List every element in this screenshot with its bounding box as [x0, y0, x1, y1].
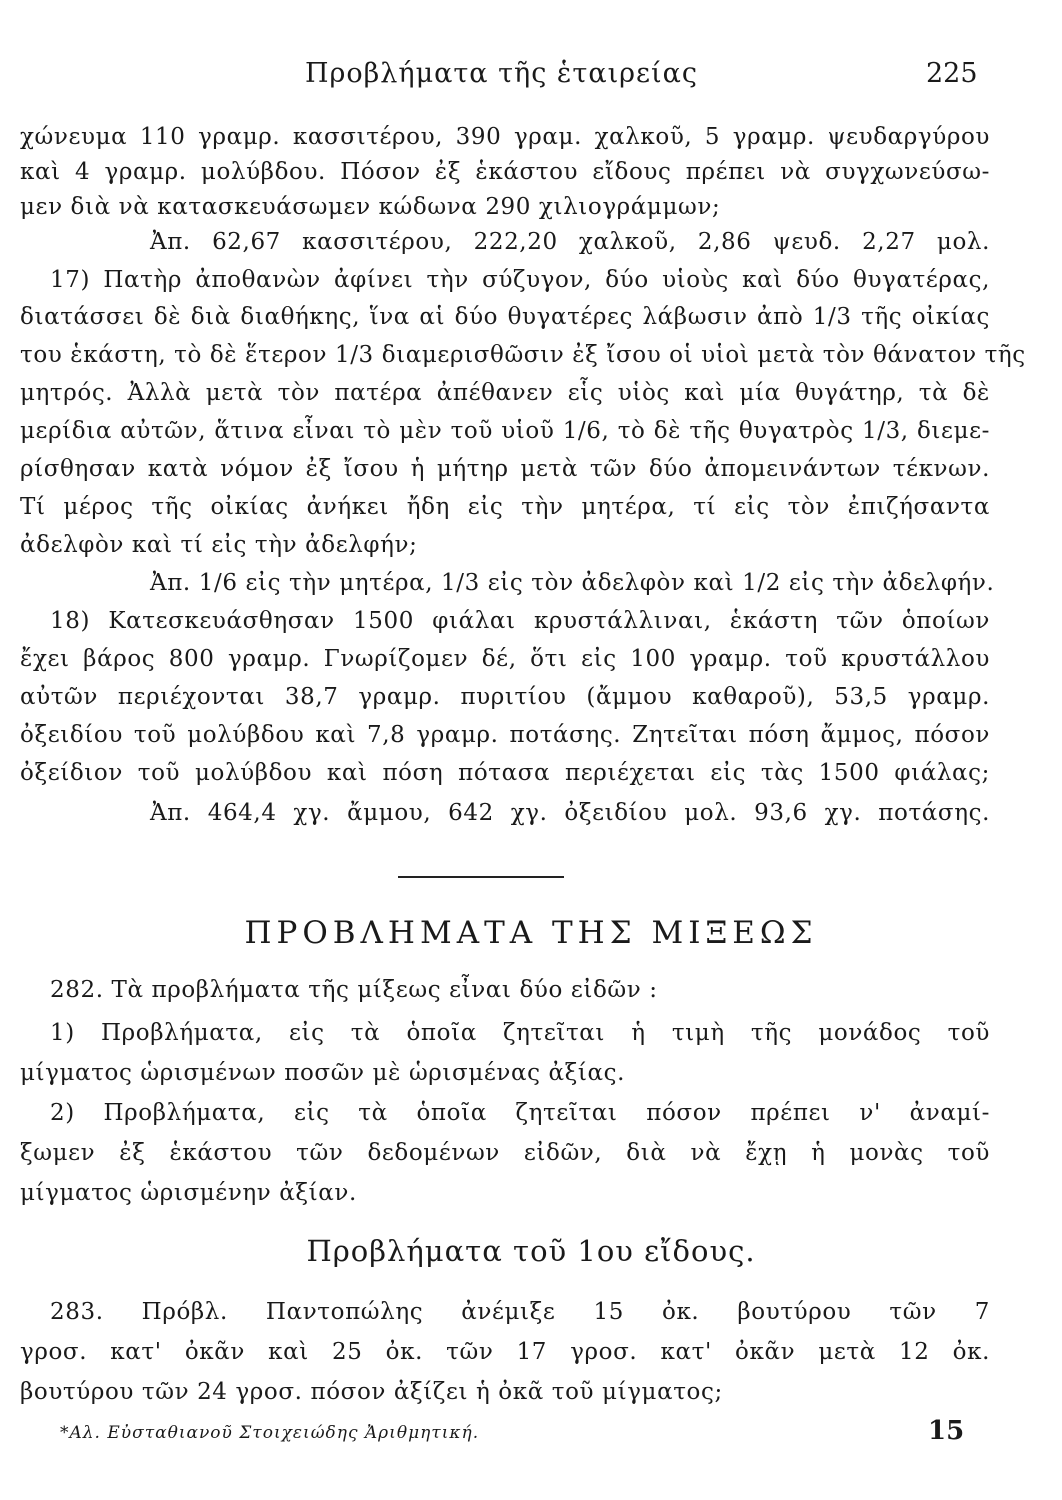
text-line: βουτύρου τῶν 24 γροσ. πόσον ἀξίζει ἡ ὀκᾶ τοῦ μίγματος; [20, 1379, 723, 1405]
section-divider [398, 876, 564, 878]
text-line: ἔχει βάρος 800 γραμρ. Γνωρίζομεν δέ, ὅτι εἰς 100 γραμρ. τοῦ κρυστάλλου [20, 646, 990, 672]
text-line: γροσ. κατ' ὀκᾶν καὶ 25 ὀκ. τῶν 17 γροσ. κατ' ὀκᾶν μετὰ 12 ὀκ. [20, 1339, 990, 1365]
text-line: ὀξειδίου τοῦ μολύβδου καὶ 7,8 γραμρ. ποτάσης. Ζητεῖται πόση ἄμμος, πόσον [20, 722, 990, 748]
book-signature: *Αλ. Εὐσταθιανοῦ Στοιχειώδης Ἀριθμητική. [60, 1423, 480, 1443]
text-line: ξωμεν ἐξ ἑκάστου τῶν δεδομένων εἰδῶν, διὰ νὰ ἔχῃ ἡ μονὰς τοῦ [20, 1140, 990, 1166]
text-line: μητρός. Ἀλλὰ μετὰ τὸν πατέρα ἀπέθανεν εἷς υἱὸς καὶ μία θυγάτηρ, τὰ δὲ [20, 380, 990, 406]
text-line: μεν διὰ νὰ κατασκευάσωμεν κώδωνα 290 χιλιογράμμων; [20, 194, 721, 220]
text-line: μίγματος ὡρισμένων ποσῶν μὲ ὡρισμένας ἀξίας. [20, 1060, 626, 1086]
section-heading: ΠΡΟΒΛΗΜΑΤΑ ΤΗΣ ΜΙΞΕΩΣ [244, 915, 818, 951]
answer-line: Ἀπ. 1/6 εἰς τὴν μητέρα, 1/3 εἰς τὸν ἀδελφὸν καὶ 1/2 εἰς τὴν ἀδελφήν. [150, 570, 995, 596]
text-line: Τί μέρος τῆς οἰκίας ἀνήκει ἤδη εἰς τὴν μητέρα, τί εἰς τὸν ἐπιζήσαντα [20, 494, 990, 520]
section-paragraph-282: 282. Τὰ προβλήματα τῆς μίξεως εἶναι δύο εἰδῶν : [50, 977, 658, 1003]
text-line: αὐτῶν περιέχονται 38,7 γραμρ. πυριτίου (ἄμμου καθαροῦ), 53,5 γραμρ. [20, 684, 990, 710]
text-line: ἀδελφὸν καὶ τί εἰς τὴν ἀδελφήν; [20, 532, 418, 558]
text-line: καὶ 4 γραμρ. μολύβδου. Πόσον ἐξ ἑκάστου εἴδους πρέπει νὰ συγχωνεύσω- [20, 159, 990, 185]
running-title: Προβλήματα τῆς ἑταιρείας [305, 58, 698, 89]
sheet-number: 15 [928, 1416, 965, 1446]
answer-line: Ἀπ. 62,67 κασσιτέρου, 222,20 χαλκοῦ, 2,86 ψευδ. 2,27 μολ. [150, 229, 990, 255]
text-line: ρίσθησαν κατὰ νόμον ἐξ ἴσου ἡ μήτηρ μετὰ τῶν δύο ἀπομεινάντων τέκνων. [20, 456, 990, 482]
text-line: 1) Προβλήματα, εἰς τὰ ὁποῖα ζητεῖται ἡ τιμὴ τῆς μονάδος τοῦ [50, 1020, 990, 1046]
subsection-heading: Προβλήματα τοῦ 1ου εἴδους. [306, 1234, 756, 1268]
page-number: 225 [926, 58, 978, 89]
problem-18-start: 18) Κατεσκευάσθησαν 1500 φιάλαι κρυστάλλιναι, ἑκάστη τῶν ὁποίων [50, 608, 990, 634]
answer-line: Ἀπ. 464,4 χγ. ἄμμου, 642 χγ. ὀξειδίου μολ. 93,6 χγ. ποτάσης. [150, 800, 990, 826]
running-header [0, 48, 1062, 98]
problem-283-start: 283. Πρόβλ. Παντοπώλης ἀνέμιξε 15 ὀκ. βουτύρου τῶν 7 [50, 1299, 990, 1325]
text-line: ὀξείδιον τοῦ μολύβδου καὶ πόση πότασα περιέχεται εἰς τὰς 1500 φιάλας; [20, 760, 990, 786]
text-line: 2) Προβλήματα, εἰς τὰ ὁποῖα ζητεῖται πόσον πρέπει ν' ἀναμί- [50, 1100, 990, 1126]
text-line: μερίδια αὐτῶν, ἅτινα εἶναι τὸ μὲν τοῦ υἱοῦ 1/6, τὸ δὲ τῆς θυγατρὸς 1/3, διεμε- [20, 418, 990, 444]
text-line: διατάσσει δὲ διὰ διαθήκης, ἵνα αἱ δύο θυγατέρες λάβωσιν ἀπὸ 1/3 τῆς οἰκίας [20, 304, 990, 330]
text-line: χώνευμα 110 γραμρ. κασσιτέρου, 390 γραμ. χαλκοῦ, 5 γραμρ. ψευδαργύρου [20, 124, 990, 150]
problem-17-start: 17) Πατὴρ ἀποθανὼν ἀφίνει τὴν σύζυγον, δύο υἱοὺς καὶ δύο θυγατέρας, [50, 267, 990, 293]
text-line: μίγματος ὡρισμένην ἀξίαν. [20, 1180, 357, 1206]
text-line: του ἑκάστη, τὸ δὲ ἕτερον 1/3 διαμερισθῶσιν ἐξ ἴσου οἱ υἱοὶ μετὰ τὸν θάνατον τῆς [20, 342, 1026, 368]
